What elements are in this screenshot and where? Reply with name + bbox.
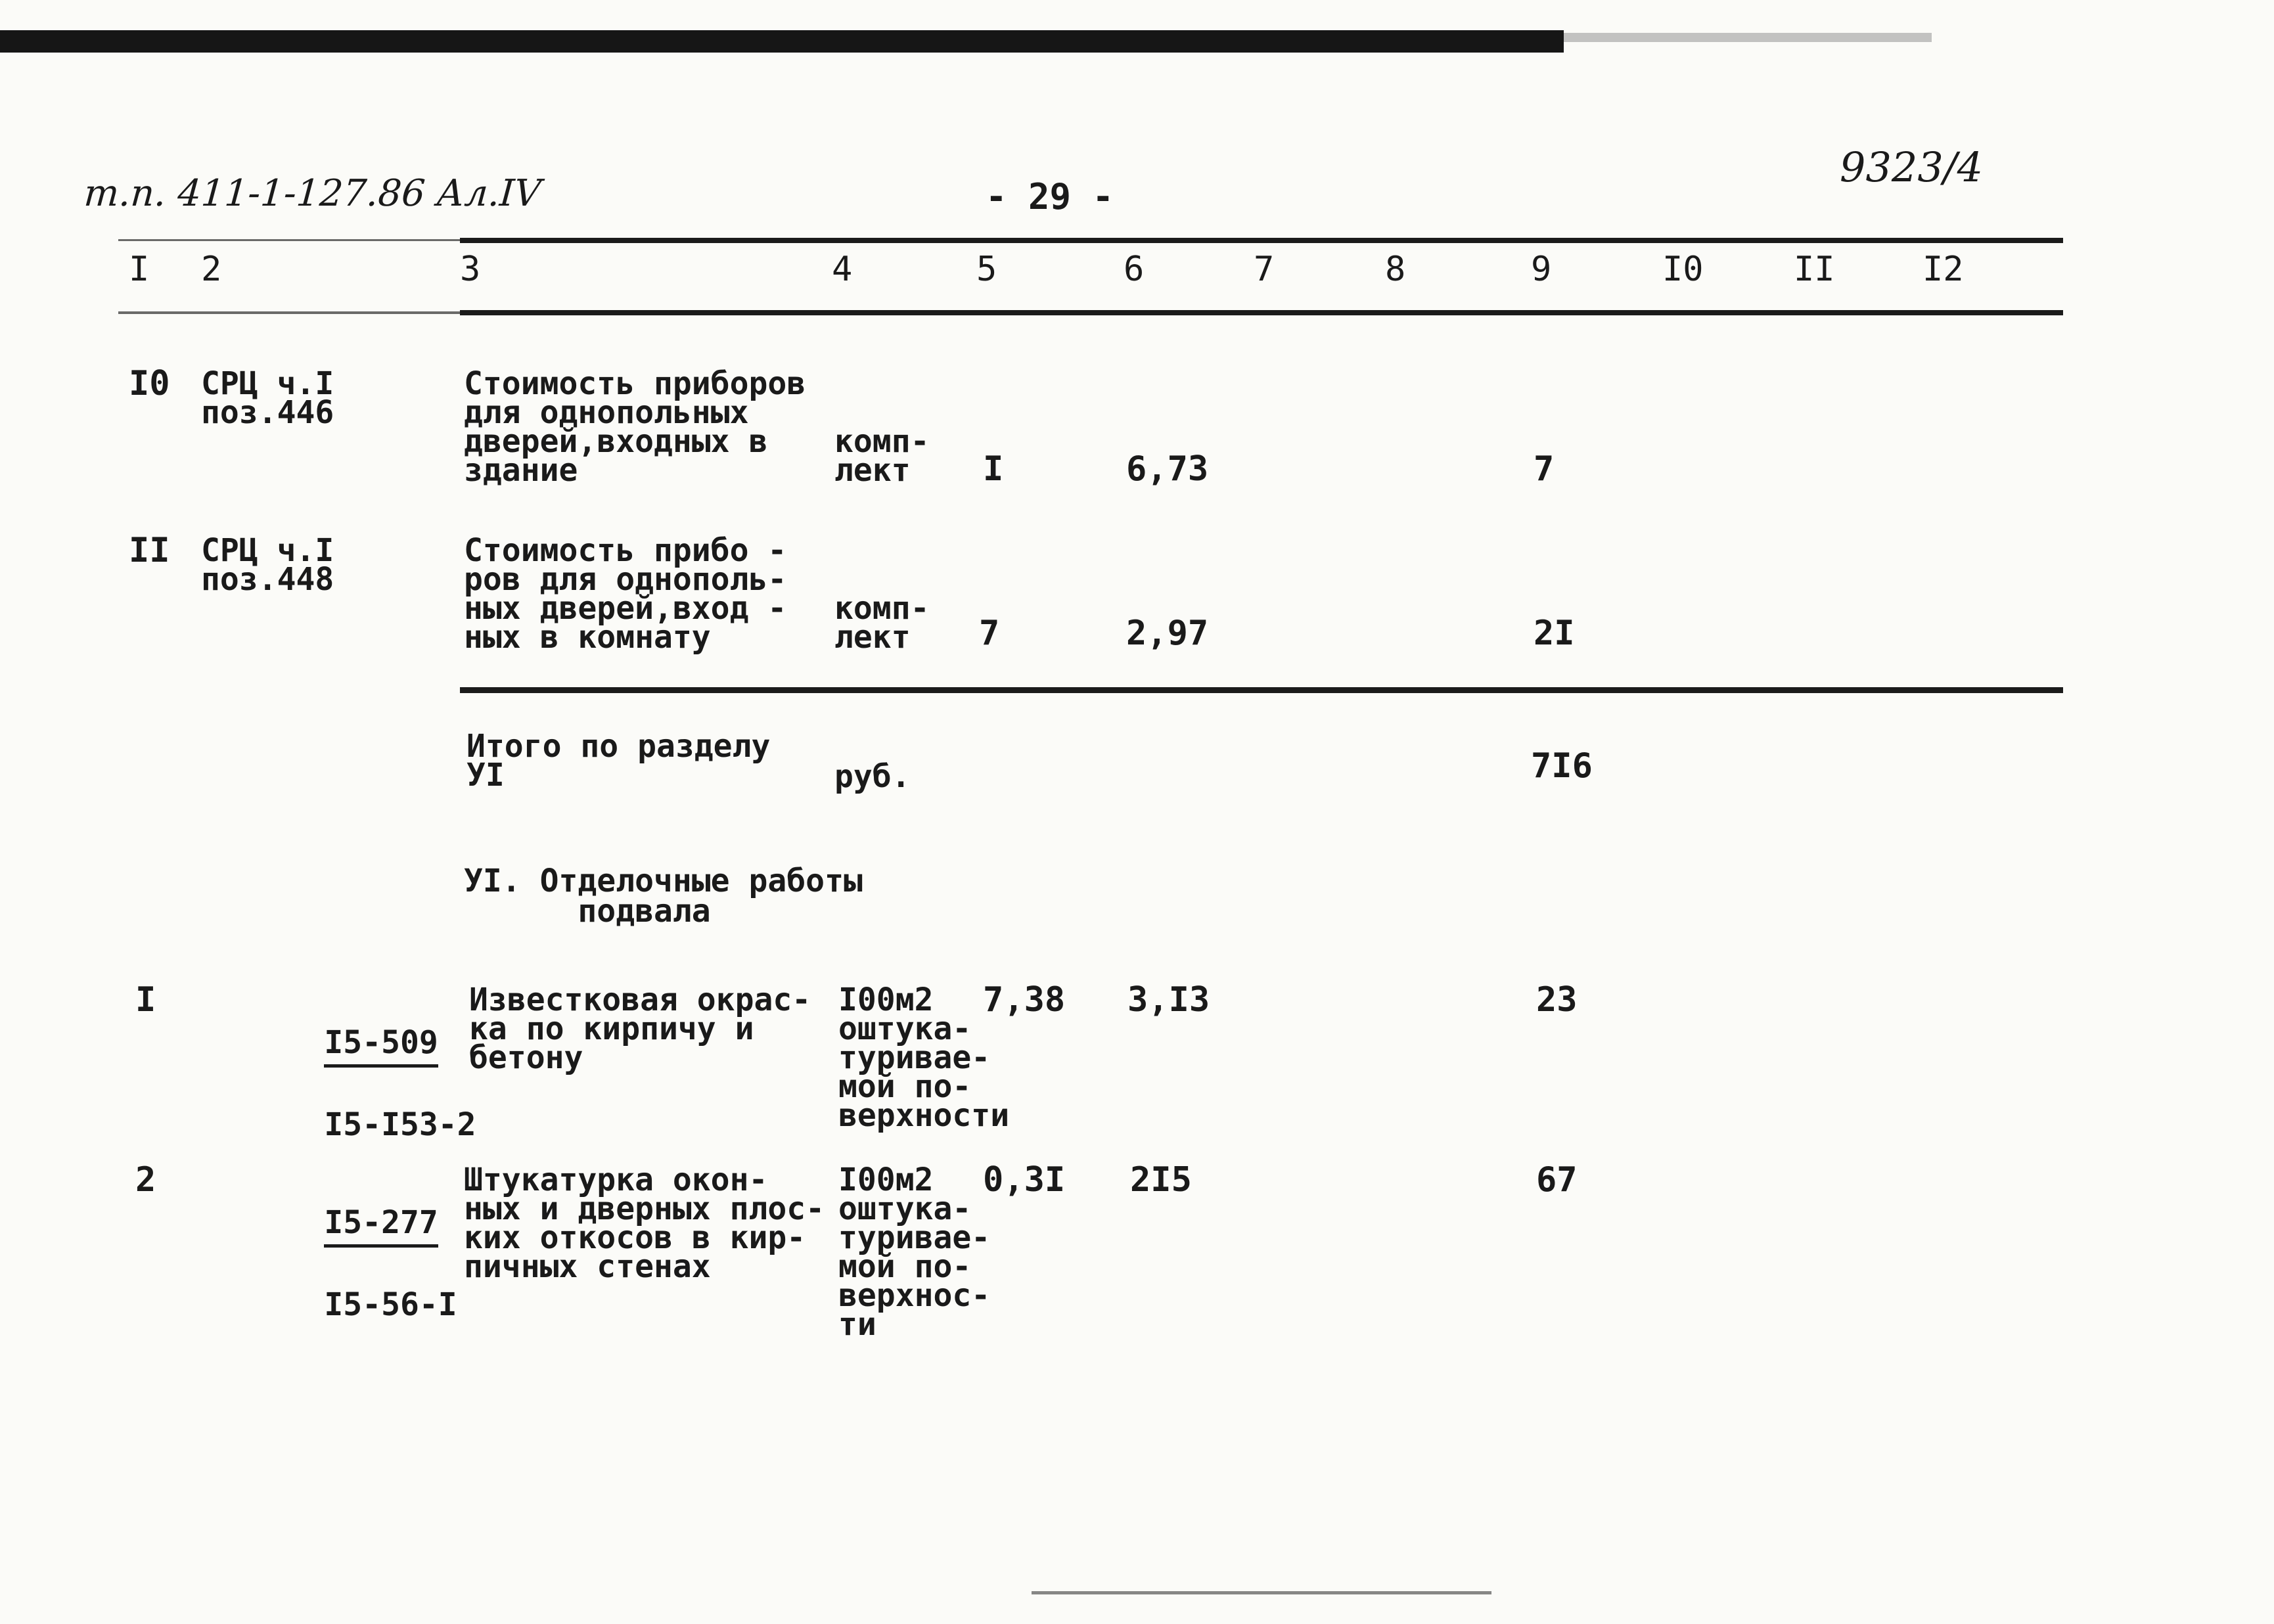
row-number: 2	[135, 1160, 156, 1200]
row-quantity: 0,3I	[983, 1160, 1066, 1200]
column-number-2: 2	[201, 250, 222, 289]
row-name: Известковая окрас- ка по кирпичу и бетону	[469, 981, 811, 1076]
archive-number: 9323/4	[1840, 143, 1984, 191]
row-unit: I00м2 оштука- туривае- мой по- верхнос- ти	[838, 1162, 991, 1343]
row-total: 23	[1536, 980, 1578, 1020]
column-number-12: I2	[1922, 250, 1964, 289]
row-quantity: 7	[979, 614, 1000, 653]
row-number: I0	[129, 364, 170, 403]
row-code	[210, 1165, 457, 1362]
row-code-top: I5-509	[324, 1024, 438, 1068]
row-code-bottom: I5-56-I	[324, 1286, 457, 1323]
column-number-6: 6	[1124, 250, 1145, 289]
row-name: Штукатурка окон- ных и дверных плос- ких откосов в кир- пичных стенах	[464, 1162, 825, 1285]
row-code: СРЦ ч.I поз.446	[201, 365, 334, 431]
row-total: 7	[1534, 449, 1555, 489]
row-name: Стоимость приборов для однопольных дверей,входных в здание	[464, 365, 806, 489]
row-price: 3,I3	[1127, 980, 1210, 1020]
row-total: 2I	[1534, 614, 1575, 653]
column-number-7: 7	[1254, 250, 1275, 289]
page-number: - 29 -	[986, 176, 1114, 217]
row-price: 2,97	[1126, 614, 1209, 653]
row-quantity: 7,38	[983, 980, 1066, 1020]
row-unit: комп- лект	[834, 423, 930, 489]
subtotal-total: 7I6	[1531, 746, 1593, 786]
row-quantity: I	[983, 449, 1004, 489]
column-number-1: I	[129, 250, 150, 289]
column-number-11: II	[1794, 250, 1835, 289]
column-number-4: 4	[832, 250, 853, 289]
row-code-top: I5-277	[324, 1204, 438, 1248]
column-number-10: I0	[1662, 250, 1704, 289]
row-number: II	[129, 531, 170, 570]
document-code: т.п. 411-1-127.86 Ал.IV	[82, 172, 543, 215]
row-price: 6,73	[1126, 449, 1209, 489]
column-number-3: 3	[460, 250, 481, 289]
column-number-5: 5	[976, 250, 997, 289]
row-unit: комп- лект	[834, 590, 930, 656]
row-total: 67	[1536, 1160, 1578, 1200]
subtotal-rule	[460, 687, 2063, 693]
row-code: СРЦ ч.I поз.448	[201, 532, 334, 598]
column-number-9: 9	[1531, 250, 1552, 289]
subtotal-label: Итого по разделу УI	[466, 728, 771, 794]
row-number: I	[135, 980, 156, 1020]
row-price: 2I5	[1130, 1160, 1192, 1200]
row-name: Стоимость прибо - ров для однополь- ных дверей,вход - ных в комнату	[464, 532, 787, 656]
row-unit: I00м2 оштука- туривае- мой по- верхности	[838, 981, 1010, 1134]
scan-bottom-mark	[1032, 1591, 1491, 1594]
column-number-8: 8	[1385, 250, 1406, 289]
section-title: УI. Отделочные работы подвала	[464, 863, 863, 930]
row-code-bottom: I5-I53-2	[324, 1106, 476, 1143]
row-code	[210, 985, 476, 1182]
subtotal-unit: руб.	[834, 758, 911, 795]
